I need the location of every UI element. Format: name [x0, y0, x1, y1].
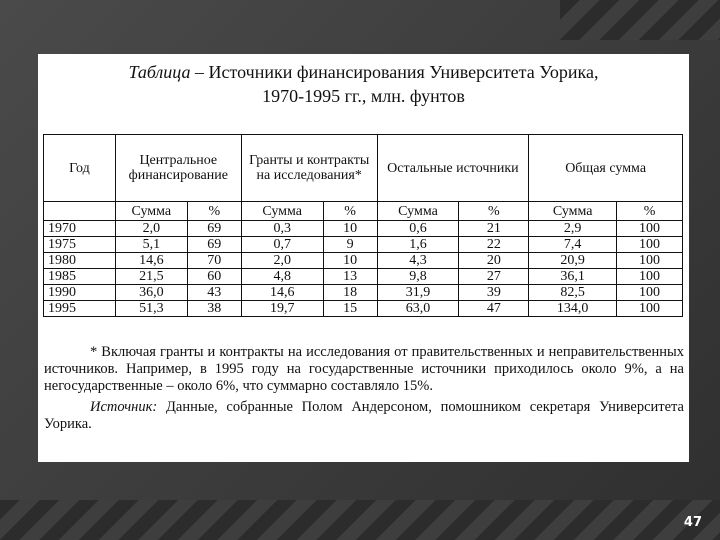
year-cell: 1990: [44, 285, 116, 301]
value-cell: 20,9: [529, 253, 617, 269]
corner-decoration: [560, 0, 720, 40]
value-cell: 0,6: [377, 221, 459, 237]
table-row: [44, 301, 683, 317]
table-body: [44, 221, 683, 317]
value-cell: 21: [459, 221, 529, 237]
value-cell: 7,4: [529, 237, 617, 253]
value-cell: 38: [187, 301, 241, 317]
value-cell: 14,6: [115, 253, 187, 269]
table-row: [44, 237, 683, 253]
value-cell: 5,1: [115, 237, 187, 253]
value-cell: 39: [459, 285, 529, 301]
subheader-row: [44, 202, 683, 221]
header-other: Остальные источники: [377, 135, 529, 202]
source-text: Данные, собранные Полом Андерсоном, помошником секретаря Университета Уорика.: [44, 399, 684, 432]
subheader-empty: [44, 202, 116, 221]
title-prefix: Таблица: [128, 62, 191, 82]
value-cell: 2,0: [241, 253, 323, 269]
value-cell: 100: [617, 285, 683, 301]
value-cell: 10: [323, 253, 377, 269]
value-cell: 13: [323, 269, 377, 285]
table-title: [38, 60, 689, 108]
header-year: Год: [44, 135, 116, 202]
header-total: Общая сумма: [529, 135, 683, 202]
value-cell: 51,3: [115, 301, 187, 317]
value-cell: 9: [323, 237, 377, 253]
value-cell: 14,6: [241, 285, 323, 301]
value-cell: 19,7: [241, 301, 323, 317]
value-cell: 2,9: [529, 221, 617, 237]
value-cell: 36,0: [115, 285, 187, 301]
value-cell: 100: [617, 221, 683, 237]
table-row: [44, 285, 683, 301]
year-cell: 1980: [44, 253, 116, 269]
subheader-cell: Сумма: [115, 202, 187, 221]
funding-table: [43, 134, 683, 317]
value-cell: 69: [187, 221, 241, 237]
value-cell: 9,8: [377, 269, 459, 285]
value-cell: 63,0: [377, 301, 459, 317]
value-cell: 2,0: [115, 221, 187, 237]
table-row: [44, 221, 683, 237]
table-row: [44, 253, 683, 269]
year-cell: 1985: [44, 269, 116, 285]
value-cell: 22: [459, 237, 529, 253]
value-cell: 100: [617, 301, 683, 317]
value-cell: 134,0: [529, 301, 617, 317]
source-note: [44, 399, 684, 433]
value-cell: 69: [187, 237, 241, 253]
value-cell: 27: [459, 269, 529, 285]
value-cell: 31,9: [377, 285, 459, 301]
value-cell: 18: [323, 285, 377, 301]
title-line1: – Источники финансирования Университета Уорика,: [190, 62, 599, 82]
footnote-block: [44, 344, 684, 433]
page-number: 47: [683, 515, 702, 530]
value-cell: 21,5: [115, 269, 187, 285]
year-cell: 1975: [44, 237, 116, 253]
subheader-cell: %: [323, 202, 377, 221]
value-cell: 43: [187, 285, 241, 301]
header-row: [44, 135, 683, 202]
value-cell: 60: [187, 269, 241, 285]
subheader-cell: %: [187, 202, 241, 221]
value-cell: 0,7: [241, 237, 323, 253]
value-cell: 1,6: [377, 237, 459, 253]
title-line2: 1970-1995 гг., млн. фунтов: [262, 86, 465, 106]
value-cell: 10: [323, 221, 377, 237]
subheader-cell: Сумма: [529, 202, 617, 221]
header-grants: Гранты и контракты на исследования*: [241, 135, 377, 202]
table-row: [44, 269, 683, 285]
subheader-cell: %: [617, 202, 683, 221]
value-cell: 20: [459, 253, 529, 269]
value-cell: 0,3: [241, 221, 323, 237]
value-cell: 100: [617, 237, 683, 253]
bottom-decoration: [0, 500, 720, 540]
subheader-cell: Сумма: [377, 202, 459, 221]
value-cell: 4,8: [241, 269, 323, 285]
year-cell: 1995: [44, 301, 116, 317]
subheader-cell: %: [459, 202, 529, 221]
value-cell: 47: [459, 301, 529, 317]
value-cell: 70: [187, 253, 241, 269]
value-cell: 15: [323, 301, 377, 317]
value-cell: 36,1: [529, 269, 617, 285]
source-label: Источник:: [90, 399, 158, 415]
subheader-cell: Сумма: [241, 202, 323, 221]
year-cell: 1970: [44, 221, 116, 237]
value-cell: 100: [617, 253, 683, 269]
value-cell: 100: [617, 269, 683, 285]
value-cell: 82,5: [529, 285, 617, 301]
footnote-text: * Включая гранты и контракты на исследования от правительственных и неправительственных источников. Например, в 1995 году на государственные источники приходилось около 9%, а на негосударственные – около 6%, что суммарно составляло 15%.: [44, 344, 684, 394]
value-cell: 4,3: [377, 253, 459, 269]
document-page: [38, 54, 689, 462]
header-central: Центральное финансирование: [115, 135, 241, 202]
